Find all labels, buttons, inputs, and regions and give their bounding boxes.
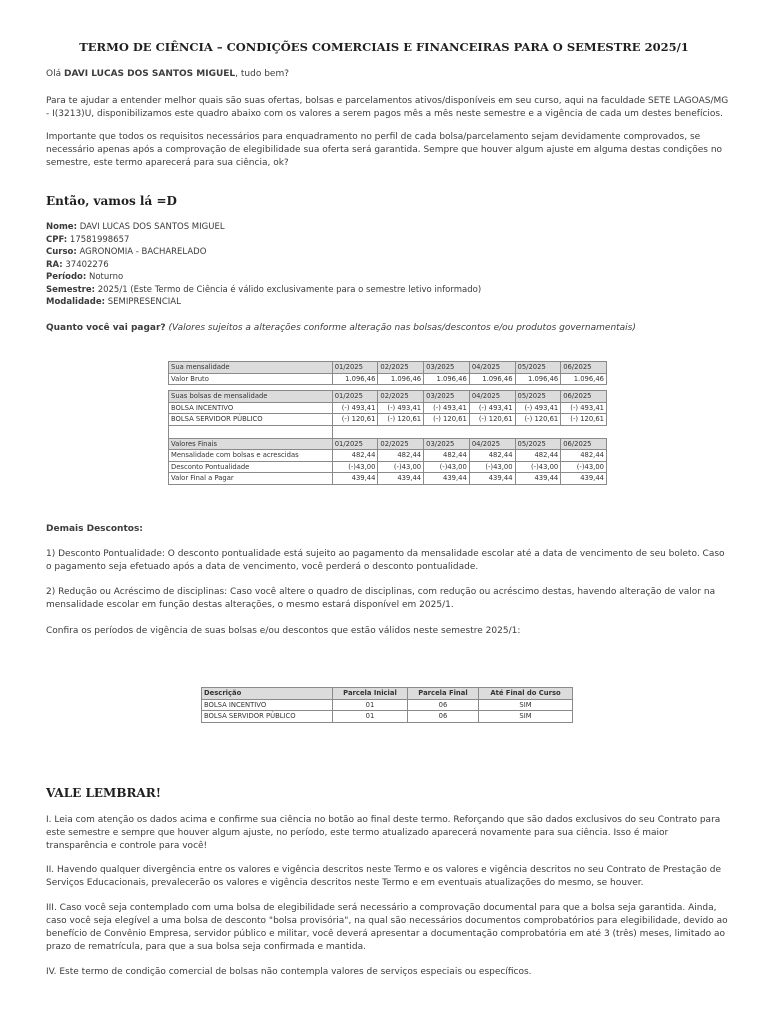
demais-descontos-heading: Demais Descontos:: [46, 524, 143, 534]
table-row: BOLSA SERVIDOR PÚBLICO (-) 120,61 (-) 120,61 (-) 120,61 (-) 120,61 (-) 120,61 (-) 120,61: [169, 414, 607, 426]
financial-table: [168, 361, 607, 485]
greeting-line: Olá DAVI LUCAS DOS SANTOS MIGUEL, tudo bem?: [46, 69, 289, 79]
table-row: Valor Final a Pagar 439,44 439,44 439,44 439,44 439,44 439,44: [169, 473, 607, 485]
vale-lembrar-heading: VALE LEMBRAR!: [46, 786, 161, 800]
mensalidade-header-row: Sua mensalidade 01/2025 02/2025 03/2025 04/2025 05/2025 06/2025: [169, 362, 607, 374]
info-modalidade: Modalidade: SEMIPRESENCIAL: [46, 297, 181, 307]
info-cpf: CPF: 17581998657: [46, 234, 130, 245]
info-ra: RA: 37402276: [46, 259, 109, 270]
table-row: BOLSA SERVIDOR PÚBLICO 01 06 SIM: [202, 711, 573, 723]
table-row: Desconto Pontualidade (-)43,00 (-)43,00 (-)43,00 (-)43,00 (-)43,00 (-)43,00: [169, 461, 607, 473]
intro-paragraph-1: Para te ajudar a entender melhor quais são suas ofertas, bolsas e parcelamentos ativos/disponíveis em seu curso, aqui na faculdade SETE LAGOAS/MG - I(3213)U, disponibilizamos este quadro abaixo com os valores a serem pagos mês a mês neste semestre e a vigência de cada um destes benefícios.: [46, 96, 729, 119]
lembrar-item-1: I. Leia com atenção os dados acima e confirme sua ciência no botão ao final deste termo. Reforçando que são dados exclusivos do seu Contrato para este semestre e sempre que houver algum ajuste, no período, este termo atualizado aparecerá novamente para sua ciência. Isso é maior transparência e controle para você!: [46, 815, 721, 851]
student-info-block: [46, 221, 481, 309]
reducao-disciplinas-text: 2) Redução ou Acréscimo de disciplinas: Caso você altere o quadro de disciplinas, com redução ou acréscimo destas, havendo alteração de valor na mensalidade escolar em função destas alterações, o mesmo estará disponível em 2025/1.: [46, 587, 716, 610]
confira-text: Confira os períodos de vigência de suas bolsas e/ou descontos que estão válidos neste semestre 2025/1:: [46, 626, 521, 636]
table-row: BOLSA INCENTIVO 01 06 SIM: [202, 699, 573, 711]
table-row: BOLSA INCENTIVO (-) 493,41 (-) 493,41 (-) 493,41 (-) 493,41 (-) 493,41 (-) 493,41: [169, 402, 607, 414]
info-semestre: Semestre: 2025/1 (Este Termo de Ciência é válido exclusivamente para o semestre letivo informado): [46, 284, 482, 295]
info-periodo: Período: Noturno: [46, 272, 124, 282]
info-curso: Curso: AGRONOMIA - BACHARELADO: [46, 247, 207, 257]
finais-header-row: Valores Finais 01/2025 02/2025 03/2025 04/2025 05/2025 06/2025: [169, 438, 607, 450]
vigencia-header-row: Descrição Parcela Inicial Parcela Final Até Final do Curso: [202, 688, 573, 700]
vigencia-table: [201, 687, 573, 723]
section-heading-vamos: Então, vamos lá =D: [46, 194, 177, 208]
table-row: Valor Bruto 1.096,46 1.096,46 1.096,46 1.096,46 1.096,46 1.096,46: [169, 373, 607, 385]
page-title: TERMO DE CIÊNCIA – CONDIÇÕES COMERCIAIS E FINANCEIRAS PARA O SEMESTRE 2025/1: [79, 40, 689, 54]
info-nome: Nome: DAVI LUCAS DOS SANTOS MIGUEL: [46, 222, 225, 232]
table-row: Mensalidade com bolsas e acrescidas 482,44 482,44 482,44 482,44 482,44 482,44: [169, 450, 607, 462]
intro-paragraph-2: Importante que todos os requisitos necessários para enquadramento no perfil de cada bolsa/parcelamento sejam devidamente comprovados, se necessário apenas após a comprovação de elegibilidade sua oferta será garantida. Sempre que houver algum ajuste em alguma destas condições no semestre, este termo aparecerá para sua ciência, ok?: [46, 132, 723, 168]
bolsas-header-row: Suas bolsas de mensalidade 01/2025 02/2025 03/2025 04/2025 05/2025 06/2025: [169, 391, 607, 403]
lembrar-item-2: II. Havendo qualquer divergência entre os valores e vigência descritos neste Termo e os valores e vigência descritos no seu Contrato de Prestação de Serviços Educacionais, prevalecerão os valores e vigência descritos neste Termo e em eventuais atualizações do mesmo, se houver.: [46, 865, 721, 888]
desconto-pontualidade-text: 1) Desconto Pontualidade: O desconto pontualidade está sujeito ao pagamento da mensalidade escolar até a data de vencimento de seu boleto. Caso o pagamento seja efetuado após a data de vencimento, você perderá o desconto pontualidade.: [46, 549, 725, 572]
quanto-line: Quanto você vai pagar? (Valores sujeitos a alterações conforme alteração nas bolsas/descontos e/ou produtos governamentais): [46, 323, 636, 333]
student-name: DAVI LUCAS DOS SANTOS MIGUEL: [63, 69, 236, 79]
lembrar-item-4: IV. Este termo de condição comercial de bolsas não contempla valores de serviços especiais ou específicos.: [46, 967, 532, 977]
lembrar-item-3: III. Caso você seja contemplado com uma bolsa de elegibilidade será necessário a comprovação documental para que a bolsa seja garantida. Ainda, caso você seja elegível a uma bolsa de desconto "bolsa provisória", na qual são necessários documentos comprobatórios para elegibilidade, devido ao benefício de Convênio Empresa, servidor público e militar, você deverá apresentar a documentação comprobatória em até 3 (três) meses, limitado ao prazo de rematrícula, para que a sua bolsa seja confirmada e mantida.: [46, 903, 728, 952]
